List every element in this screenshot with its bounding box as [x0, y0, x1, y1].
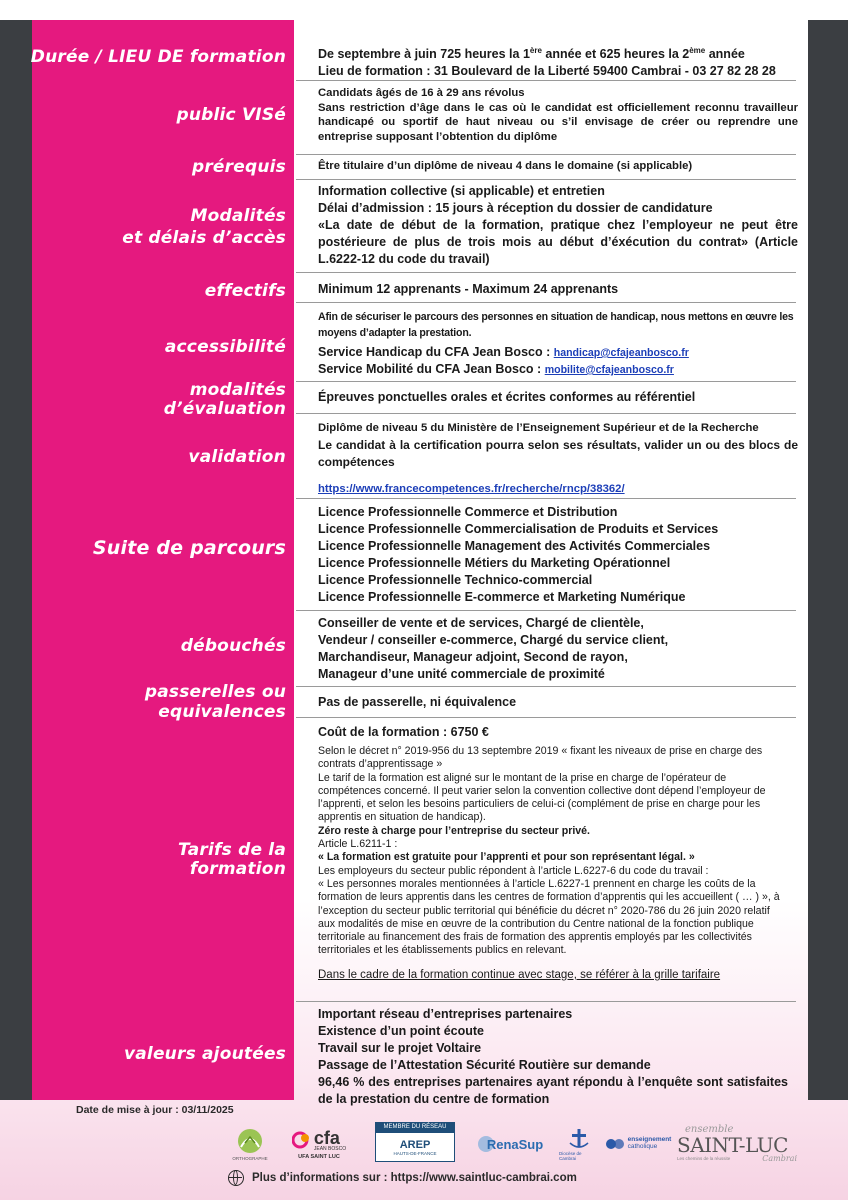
cross-icon	[567, 1127, 591, 1151]
orthographe-caption: ORTHOGRAPHE	[232, 1156, 268, 1161]
label-valeurs: valeurs ajoutées	[123, 1044, 286, 1064]
valeurs-line: 96,46 % des entreprises partenaires ayant répondu à l’enquête sont satisfaites de la prestation du centre de formation	[318, 1075, 788, 1106]
cfa-sub: JEAN BOSCO	[313, 1145, 347, 1152]
modalites-line-1: Information collective (si applicable) et entretien	[318, 184, 605, 198]
effectifs-content	[318, 281, 798, 298]
prerequis-content	[318, 159, 798, 173]
renasup-logo	[471, 1122, 549, 1166]
public-content	[318, 86, 798, 144]
tarifs-public: Les employeurs du secteur public répondent à l’article L.6227-6 du code du travail :	[318, 864, 709, 877]
valeurs-line: Travail sur le projet Voltaire	[318, 1041, 482, 1055]
accessibilite-content	[318, 309, 798, 378]
valeurs-line: Important réseau d’entreprises partenaires	[318, 1007, 573, 1021]
debouches-content	[318, 615, 798, 683]
passerelles-content	[318, 694, 798, 711]
tarifs-content	[318, 724, 798, 984]
separator	[296, 381, 796, 382]
handicap-line	[318, 344, 798, 361]
separator	[296, 413, 796, 414]
label-validation: validation	[188, 447, 286, 467]
more-info-link[interactable]: Plus d’informations sur : https://www.saintluc-cambrai.com	[252, 1172, 577, 1184]
mobilite-line	[318, 361, 798, 378]
valeurs-line: Existence d’un point écoute	[318, 1024, 484, 1038]
ec-line-1: enseignement	[627, 1136, 672, 1144]
valeurs-line: Passage de l’Attestation Sécurité Routière sur demande	[318, 1058, 651, 1072]
public-line-2: Sans restriction d’âge dans le cas où le candidat est officiellement reconnu travailleur handicapé ou sportif de haut niveau ou s’il envisage de créer ou reprendre une entreprise supposant l’obtention du diplôme	[318, 102, 798, 143]
list-item: Licence Professionnelle E-commerce et Marketing Numérique	[318, 590, 686, 604]
saint-luc-top: ensemble	[685, 1124, 734, 1135]
more-info	[228, 1170, 577, 1186]
renasup-text: RenaSup	[486, 1136, 544, 1152]
validation-line-1: Diplôme de niveau 5 du Ministère de l’Enseignement Supérieur et de la Recherche	[318, 422, 759, 434]
duree-content	[318, 42, 798, 80]
tarifs-tarif: Le tarif de la formation est aligné sur le montant de la prise en charge de l’opérateur de compétences concerné. Il peut varier selon la convention collective dont dépend l’employeur de l’apprenti, et selon les besoins particuliers de celui-ci (complément de prise en charge pour les apprentis en situation de handicap).	[318, 771, 766, 824]
label-passerelles-2: equivalences	[158, 702, 286, 722]
handicap-email-link[interactable]: handicap@cfajeanbosco.fr	[553, 347, 689, 359]
cfa-jean-bosco-logo	[287, 1122, 351, 1166]
effectifs-line: Minimum 12 apprenants - Maximum 24 apprenants	[318, 282, 619, 296]
label-suite: Suite de parcours	[92, 537, 286, 559]
valeurs-content	[318, 1006, 798, 1108]
label-accessibilite: accessibilité	[164, 337, 286, 357]
laurel-icon	[233, 1127, 267, 1155]
partner-logos	[225, 1122, 815, 1166]
debouches-line: Vendeur / conseiller e-commerce, Chargé du service client,	[318, 633, 669, 647]
evaluation-content	[318, 389, 798, 406]
left-dark-bar	[0, 20, 32, 1100]
label-tarifs-1: Tarifs de la	[177, 840, 286, 860]
cfa-mark-icon	[292, 1129, 312, 1151]
saint-luc-name: SAINT-LUC	[677, 1133, 788, 1157]
tarifs-article: Article L.6211-1 :	[318, 838, 398, 851]
ec-line-2: catholique	[627, 1143, 658, 1150]
enseignement-catholique-logo	[603, 1122, 673, 1166]
list-item: Licence Professionnelle Métiers du Marketing Opérationnel	[318, 556, 671, 570]
label-effectifs: effectifs	[204, 281, 286, 301]
separator	[296, 686, 796, 687]
validation-content	[318, 420, 798, 496]
list-item: Licence Professionnelle Commercialisation de Produits et Services	[318, 522, 719, 536]
evaluation-line: Épreuves ponctuelles orales et écrites conformes au référentiel	[318, 390, 696, 404]
prerequis-line: Être titulaire d’un diplôme de niveau 4 dans le domaine (si applicable)	[318, 160, 693, 172]
arep-logo	[375, 1122, 455, 1166]
arep-top: MEMBRE DU RÉSEAU	[375, 1122, 455, 1132]
tarifs-citation: « Les personnes morales mentionnées à l’article L.6227-1 prennent en charge les coûts de la formation de leurs apprentis dans les centres de formation d’apprentis qui les accueillent ( … ) », à l’exception du secteur public territorial qui bénéficie du décret n° 2020-786 du 26 juin 2020 relatif aux modalités de mise en œuvre de la contribution du Centre national de la fonction publique territoriale au financement des frais de formation des apprentis employés par les collectivités territoriales et les établissements publics en relevant.	[318, 877, 780, 957]
label-duree: Durée / LIEU DE formation	[30, 47, 286, 67]
saint-luc-logo	[677, 1122, 805, 1166]
label-passerelles-1: passerelles ou	[144, 682, 286, 702]
suite-content	[318, 504, 798, 606]
debouches-line: Conseiller de vente et de services, Chargé de clientèle,	[318, 616, 644, 630]
tarifs-zero: Zéro reste à charge pour l’entreprise du secteur privé.	[318, 824, 591, 837]
label-public: public VISé	[176, 105, 286, 125]
cfa-text: cfa	[313, 1127, 340, 1148]
separator	[296, 272, 796, 273]
saint-luc-bottom: Cambrai	[762, 1154, 797, 1163]
modalites-content	[318, 183, 798, 268]
ec-mark-icon	[605, 1137, 625, 1151]
modalites-line-2: Délai d’admission : 15 jours à réception du dossier de candidature	[318, 201, 713, 215]
separator	[296, 302, 796, 303]
label-column	[32, 20, 294, 1100]
rncp-link[interactable]: https://www.francecompetences.fr/recherche/rncp/38362/	[318, 483, 625, 495]
diocese-logo	[559, 1122, 599, 1166]
public-line-1: Candidats âgés de 16 à 29 ans révolus	[318, 87, 525, 99]
separator	[296, 498, 796, 499]
arep-sub: HAUTS-DE-FRANCE	[393, 1150, 437, 1156]
label-modalites-2: et délais d’accès	[122, 228, 286, 248]
passerelles-line: Pas de passerelle, ni équivalence	[318, 695, 517, 709]
modalites-line-3: «La date de début de la formation, pratique chez l’employeur ne peut être postérieure de plus de trois mois au début d’éxécution du contrat» (Article L.6222-12 du code du travail)	[318, 218, 798, 266]
mobilite-email-link[interactable]: mobilite@cfajeanbosco.fr	[544, 364, 674, 376]
right-dark-bar	[808, 20, 848, 1100]
tarifs-continue-link[interactable]: Dans le cadre de la formation continue avec stage, se référer à la grille tarifaire	[318, 968, 721, 981]
validation-line-2: Le candidat à la certification pourra selon ses résultats, valider un ou des blocs de compétences	[318, 438, 798, 469]
tarifs-decret: Selon le décret n° 2019-956 du 13 septembre 2019 « fixant les niveaux de prise en charge des contrats d’apprentissage »	[318, 745, 763, 771]
separator	[296, 1001, 796, 1002]
label-modalites-1: Modalités	[190, 206, 286, 226]
handicap-label: Service Handicap du CFA Jean Bosco :	[318, 345, 554, 359]
update-date: Date de mise à jour : 03/11/2025	[76, 1104, 234, 1116]
orthographe-logo	[225, 1122, 275, 1166]
label-debouches: débouchés	[180, 636, 286, 656]
label-tarifs-2: formation	[189, 859, 286, 879]
tarifs-gratuite: « La formation est gratuite pour l’apprenti et pour son représentant légal. »	[318, 851, 695, 864]
list-item: Licence Professionnelle Technico-commercial	[318, 573, 593, 587]
top-bar	[0, 0, 848, 20]
globe-icon	[228, 1170, 244, 1186]
duree-line-1: De septembre à juin 725 heures la 1ère année et 625 heures la 2ème année	[318, 46, 745, 62]
arep-name: AREP	[399, 1138, 431, 1151]
separator	[296, 610, 796, 611]
label-evaluation-2: d’évaluation	[163, 399, 286, 419]
accessibilite-intro: Afin de sécuriser le parcours des personnes en situation de handicap, nous mettons en œuvre les moyens d’adapter la prestation.	[318, 311, 794, 339]
debouches-line: Manageur d’une unité commerciale de proximité	[318, 667, 605, 681]
list-item: Licence Professionnelle Commerce et Distribution	[318, 505, 618, 519]
debouches-line: Marchandiseur, Manageur adjoint, Second de rayon,	[318, 650, 628, 664]
cfa-caption: UFA SAINT LUC	[298, 1153, 340, 1160]
label-prerequis: prérequis	[191, 157, 286, 177]
list-item: Licence Professionnelle Management des Activités Commerciales	[318, 539, 711, 553]
separator	[296, 179, 796, 180]
label-evaluation-1: modalités	[189, 380, 286, 400]
duree-line-2: Lieu de formation : 31 Boulevard de la Liberté 59400 Cambrai - 03 27 82 28 28	[318, 64, 776, 79]
separator	[296, 717, 796, 718]
mobilite-label: Service Mobilité du CFA Jean Bosco :	[318, 362, 545, 376]
saint-luc-tagline: Les chemins de la réussite	[677, 1156, 731, 1161]
separator	[296, 154, 796, 155]
diocese-caption: Diocèse de Cambrai	[559, 1151, 582, 1161]
tarifs-cout: Coût de la formation : 6750 €	[318, 725, 489, 739]
